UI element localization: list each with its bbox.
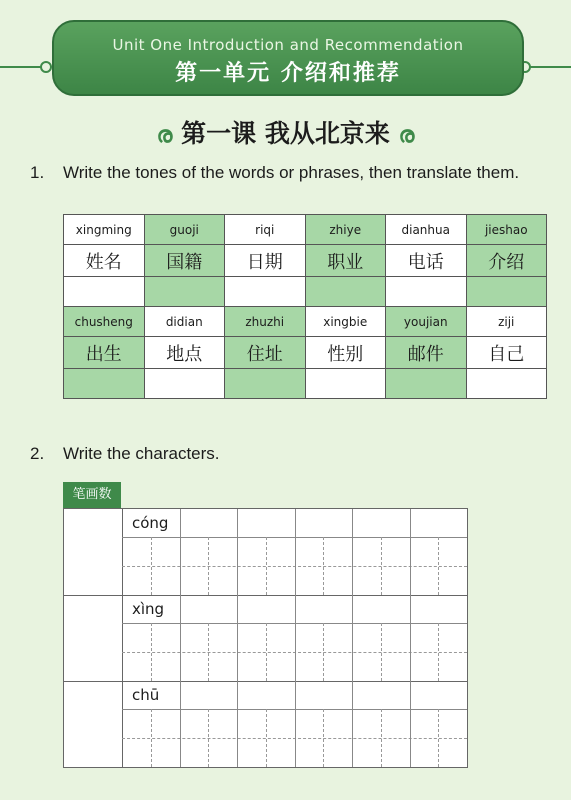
hanzi-cell: 邮件 <box>386 337 467 369</box>
answer-cell <box>225 369 306 399</box>
hanzi-cell: 性别 <box>305 337 386 369</box>
grid-line <box>352 681 353 767</box>
pinyin-cell: zhiye <box>305 215 386 245</box>
grid-dash <box>438 709 439 767</box>
grid-dash <box>323 537 324 595</box>
ornament-left-icon: ര <box>156 123 173 148</box>
answer-cell <box>225 277 306 307</box>
answer-cell <box>305 277 386 307</box>
grid-dash <box>151 537 152 595</box>
grid-dash <box>323 709 324 767</box>
pinyin-label: xìng <box>132 600 165 618</box>
pinyin-cell: xingbie <box>305 307 386 337</box>
answer-cell <box>144 369 225 399</box>
grid-dash <box>151 623 152 681</box>
grid-line <box>180 595 181 681</box>
hanzi-cell: 电话 <box>386 245 467 277</box>
answer-cell <box>144 277 225 307</box>
question-number: 1. <box>30 163 45 182</box>
grid-dash <box>381 709 382 767</box>
answer-cell <box>64 277 145 307</box>
grid-line <box>410 681 411 767</box>
header-dot-left <box>40 61 52 73</box>
grid-line <box>295 595 296 681</box>
hanzi-cell: 自己 <box>466 337 547 369</box>
lesson-title <box>0 114 571 150</box>
grid-line <box>237 681 238 767</box>
hanzi-cell: 住址 <box>225 337 306 369</box>
tone-table <box>63 214 547 399</box>
grid-line <box>295 509 296 595</box>
section-divider <box>64 595 467 596</box>
grid-line <box>237 509 238 595</box>
grid-dash <box>381 537 382 595</box>
question-text: Write the characters. <box>63 444 220 463</box>
grid-line <box>295 681 296 767</box>
answer-cell <box>386 369 467 399</box>
hanzi-cell: 出生 <box>64 337 145 369</box>
grid-dash <box>323 623 324 681</box>
answer-cell <box>64 369 145 399</box>
hanzi-cell: 日期 <box>225 245 306 277</box>
unit-banner <box>52 20 524 96</box>
grid-dash <box>208 623 209 681</box>
section-divider <box>64 681 467 682</box>
unit-title-en: Unit One Introduction and Recommendation <box>112 36 464 54</box>
pinyin-label: cóng <box>132 514 169 532</box>
grid-dash <box>208 537 209 595</box>
pinyin-cell: jieshao <box>466 215 547 245</box>
header-rule-right <box>525 66 571 68</box>
pinyin-cell: chusheng <box>64 307 145 337</box>
pinyin-cell: ziji <box>466 307 547 337</box>
grid-dash <box>208 709 209 767</box>
pinyin-label: chū <box>132 686 160 704</box>
grid-dash <box>266 623 267 681</box>
question-text: Write the tones of the words or phrases, then translate them. <box>63 163 520 182</box>
question-number: 2. <box>30 444 45 463</box>
grid-line <box>237 595 238 681</box>
hanzi-cell: 地点 <box>144 337 225 369</box>
stroke-count-label: 笔画数 <box>63 482 121 508</box>
hanzi-cell: 职业 <box>305 245 386 277</box>
grid-dash <box>266 537 267 595</box>
lesson-title-text: 第一课 我从北京来 <box>181 119 390 148</box>
answer-cell <box>386 277 467 307</box>
grid-line <box>180 681 181 767</box>
grid-line <box>352 509 353 595</box>
answer-cell <box>305 369 386 399</box>
pinyin-cell: riqi <box>225 215 306 245</box>
grid-dash <box>438 623 439 681</box>
pinyin-cell: zhuzhi <box>225 307 306 337</box>
grid-dash <box>266 709 267 767</box>
unit-title-zh: 第一单元 介绍和推荐 <box>175 61 401 86</box>
hanzi-cell: 姓名 <box>64 245 145 277</box>
grid-line <box>410 509 411 595</box>
grid-dash <box>381 623 382 681</box>
header-rule-left <box>0 66 44 68</box>
pinyin-cell: guoji <box>144 215 225 245</box>
answer-cell <box>466 277 547 307</box>
pinyin-cell: youjian <box>386 307 467 337</box>
grid-dash <box>151 709 152 767</box>
grid-dash <box>438 537 439 595</box>
question-2 <box>30 442 553 465</box>
ornament-right-icon: ര <box>398 123 415 148</box>
question-1 <box>30 161 553 184</box>
hanzi-cell: 国籍 <box>144 245 225 277</box>
grid-line <box>410 595 411 681</box>
grid-line <box>180 509 181 595</box>
pinyin-cell: dianhua <box>386 215 467 245</box>
answer-cell <box>466 369 547 399</box>
writing-grid <box>63 508 468 768</box>
pinyin-cell: xingming <box>64 215 145 245</box>
pinyin-cell: didian <box>144 307 225 337</box>
grid-left-column <box>122 509 123 767</box>
grid-line <box>352 595 353 681</box>
hanzi-cell: 介绍 <box>466 245 547 277</box>
